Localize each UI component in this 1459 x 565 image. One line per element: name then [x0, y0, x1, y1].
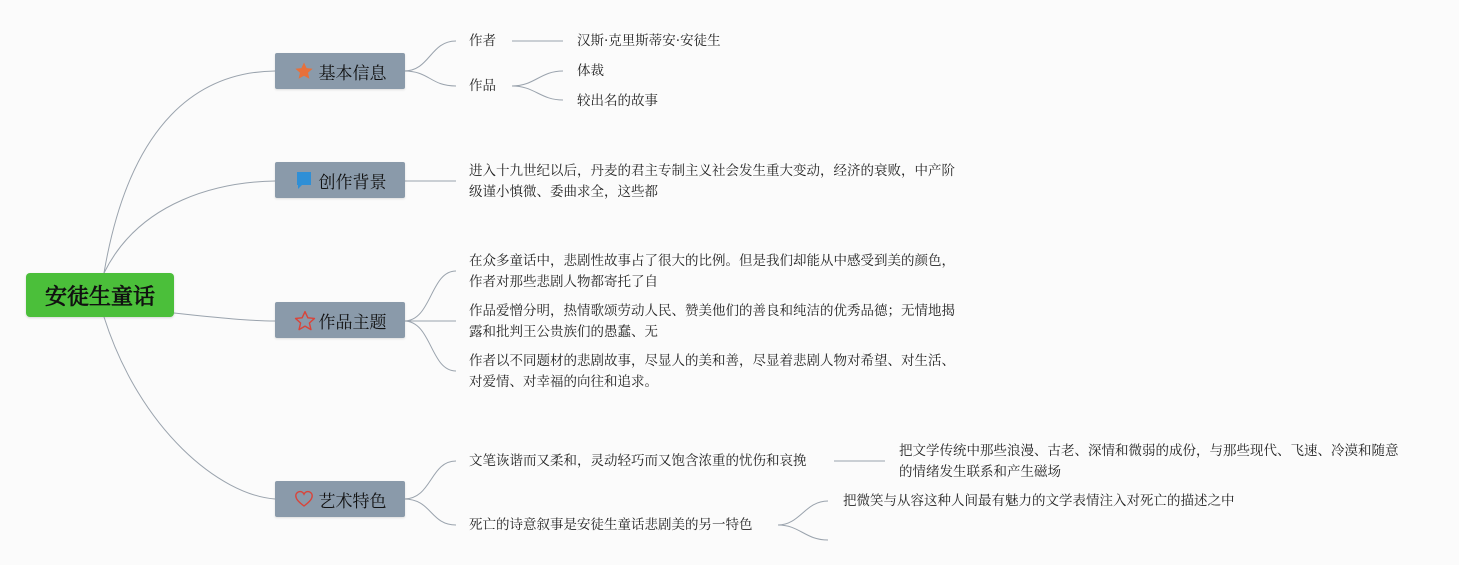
branch-theme-label: 作品主题	[318, 312, 387, 333]
connector-root-art	[104, 317, 275, 499]
branch-background-label: 创作背景	[318, 172, 387, 193]
node-theme-2[interactable]: 作品爱憎分明，热情歌颂劳动人民、赞美他们的善良和纯洁的优秀品德；无情地揭露和批判王公贵族们的愚蠢、无	[469, 303, 955, 340]
flag-icon	[294, 170, 314, 190]
connector-root-theme	[174, 313, 275, 321]
connector-basic-works	[404, 71, 456, 86]
node-works[interactable]: 作品	[469, 78, 496, 94]
star-outline-icon	[294, 310, 314, 330]
node-art-2-detail[interactable]: 把微笑与从容这种人间最有魅力的文学表情注入对死亡的描述之中	[843, 493, 1235, 509]
connector-works-stories	[512, 86, 563, 100]
heart-outline-icon	[294, 489, 314, 509]
connector-basic-author	[404, 41, 456, 71]
connector-root-background	[104, 181, 275, 273]
connector-root-basic-info	[104, 71, 275, 273]
node-art-2[interactable]: 死亡的诗意叙事是安徒生童话悲剧美的另一特色	[469, 517, 753, 533]
node-art-1[interactable]: 文笔诙谐而又柔和，灵动轻巧而又饱含浓重的忧伤和哀挽	[469, 453, 807, 469]
connector-theme-1	[404, 271, 456, 321]
branch-art-label: 艺术特色	[318, 491, 387, 512]
node-author-name[interactable]: 汉斯·克里斯蒂安·安徒生	[577, 33, 721, 49]
node-famous-stories[interactable]: 较出名的故事	[577, 93, 658, 109]
connector-art2-child-top	[778, 501, 828, 525]
branch-theme[interactable]	[275, 302, 405, 338]
branch-basic-info-label: 基本信息	[318, 63, 387, 84]
connector-theme-3	[404, 321, 456, 371]
star-filled-icon	[294, 61, 314, 81]
branch-art[interactable]	[275, 481, 405, 517]
node-background-text[interactable]: 进入十九世纪以后，丹麦的君主专制主义社会发生重大变动，经济的衰败，中产阶级谨小慎微、委曲求全，这些都	[469, 163, 955, 200]
node-theme-3[interactable]: 作者以不同题材的悲剧故事，尽显人的美和善，尽显着悲剧人物对希望、对生活、对爱情、对幸福的向往和追求。	[469, 353, 955, 390]
root-topic[interactable]	[26, 273, 174, 317]
connector-art-1	[404, 461, 456, 499]
node-genre[interactable]: 体裁	[577, 63, 604, 79]
branch-basic-info[interactable]	[275, 53, 405, 89]
node-art-1-detail[interactable]: 把文学传统中那些浪漫、古老、深情和微弱的成份，与那些现代、飞速、冷漠和随意的情绪发生联系和产生磁场	[899, 443, 1399, 480]
node-theme-1[interactable]: 在众多童话中，悲剧性故事占了很大的比例。但是我们却能从中感受到美的颜色，作者对那些悲剧人物都寄托了自	[469, 253, 955, 290]
connector-works-genre	[512, 71, 563, 86]
node-author[interactable]: 作者	[469, 33, 496, 49]
root-topic-label: 安徒生童话	[44, 284, 155, 310]
branch-background[interactable]	[275, 162, 405, 198]
connector-art-2	[404, 499, 456, 525]
connector-art2-child-bottom	[778, 525, 828, 540]
